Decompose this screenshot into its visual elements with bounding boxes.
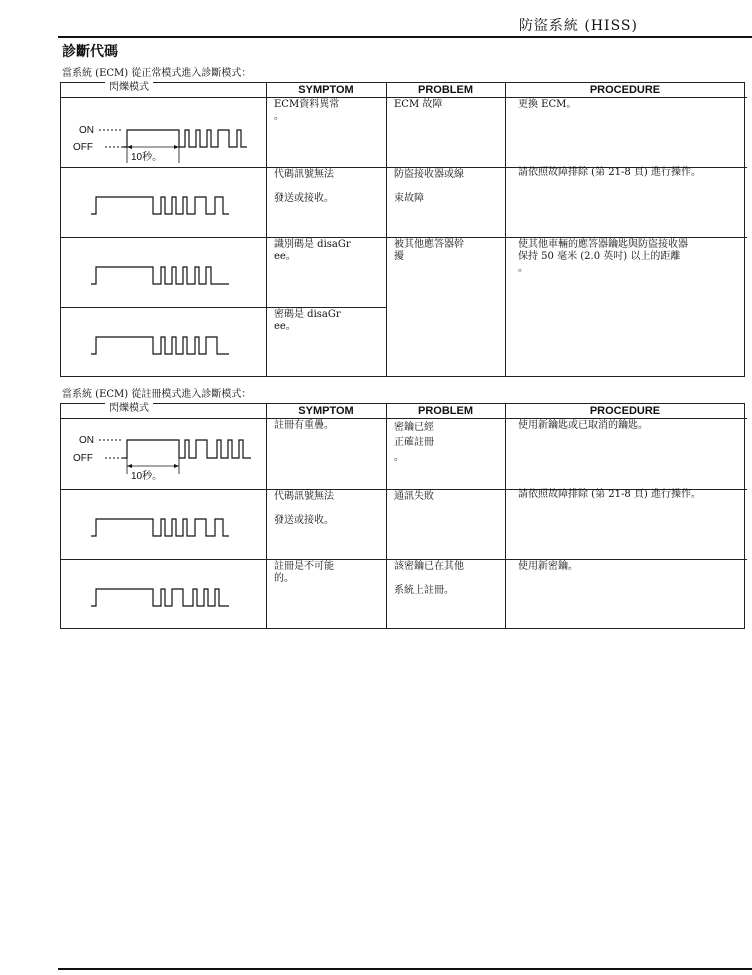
- diagnosis-table-normal: [60, 82, 745, 377]
- column-divider: [505, 83, 506, 376]
- procedure-header: PROCEDURE: [589, 405, 661, 417]
- symptom-header: SYMPTOM: [298, 405, 354, 417]
- blink-pattern-diagram: [61, 489, 266, 559]
- table2-intro: 當系統 (ECM) 從註冊模式進入診斷模式：: [62, 389, 252, 400]
- procedure-cell: 更換 ECM。: [518, 99, 577, 110]
- symptom-cell: 識別碼是 disaGr ee。: [274, 239, 351, 262]
- pattern-header: 閃爍模式: [105, 402, 153, 416]
- symptom-cell: 註冊是不可能 的。: [274, 561, 334, 584]
- problem-cell: ECM 故障: [394, 99, 443, 110]
- blink-pattern-diagram: [61, 237, 266, 307]
- procedure-cell: 請依照故障排除 (第 21-8 頁) 進行操作。: [518, 167, 701, 178]
- blink-pattern-diagram: [61, 559, 266, 629]
- symptom-header: SYMPTOM: [298, 84, 354, 96]
- column-divider: [386, 404, 387, 628]
- procedure-cell: 使用新密鑰。: [518, 561, 578, 572]
- footer-rule: [58, 968, 752, 970]
- header-rule: [58, 36, 752, 38]
- symptom-cell: 代碼訊號無法 發送或接收。: [274, 169, 334, 204]
- section-title: 診斷代碼: [62, 44, 118, 60]
- table1-intro: 當系統 (ECM) 從正常模式進入診斷模式：: [62, 68, 252, 79]
- blink-pattern-diagram: [61, 307, 266, 377]
- header-title: 防盜系統 (HISS): [518, 18, 638, 34]
- symptom-cell: ECM資料異常 。: [274, 99, 340, 122]
- column-divider: [505, 404, 506, 628]
- on-label: ON: [79, 125, 94, 136]
- symptom-cell: 密碼是 disaGr ee。: [274, 309, 341, 332]
- problem-header: PROBLEM: [418, 84, 473, 96]
- problem-header: PROBLEM: [418, 405, 473, 417]
- duration-label: 10秒。: [131, 152, 163, 163]
- symptom-cell: 代碼訊號無法 發送或接收。: [274, 491, 334, 526]
- problem-cell: 密鑰已經 正確註冊 。: [394, 422, 434, 463]
- off-label: OFF: [73, 142, 93, 153]
- symptom-cell: 註冊有重疊。: [274, 420, 334, 431]
- diagnosis-table-registration: [60, 403, 745, 629]
- procedure-cell: 使用新鑰匙或已取消的鑰匙。: [518, 420, 648, 431]
- column-divider: [266, 404, 267, 628]
- problem-cell: 被其他應答器幹 擾: [394, 239, 464, 262]
- problem-cell: 該密鑰已在其他 系統上註冊。: [394, 561, 464, 596]
- column-divider: [266, 83, 267, 376]
- procedure-cell: 請依照故障排除 (第 21-8 頁) 進行操作。: [518, 489, 701, 500]
- on-label: ON: [79, 435, 94, 446]
- procedure-header: PROCEDURE: [589, 84, 661, 96]
- blink-pattern-diagram: [61, 167, 266, 237]
- problem-cell: 防盜接收器或線 束故障: [394, 169, 464, 204]
- column-divider: [386, 83, 387, 376]
- blink-pattern-diagram: [61, 418, 266, 489]
- off-label: OFF: [73, 453, 93, 464]
- blink-pattern-diagram: [61, 97, 266, 167]
- pattern-header: 閃爍模式: [105, 81, 153, 95]
- procedure-cell: 使其他車輛的應答器鑰匙與防盜接收器 保持 50 毫米 (2.0 英吋) 以上的距離 。: [518, 239, 688, 274]
- duration-label: 10秒。: [131, 471, 163, 482]
- problem-cell: 通訊失敗: [394, 491, 434, 502]
